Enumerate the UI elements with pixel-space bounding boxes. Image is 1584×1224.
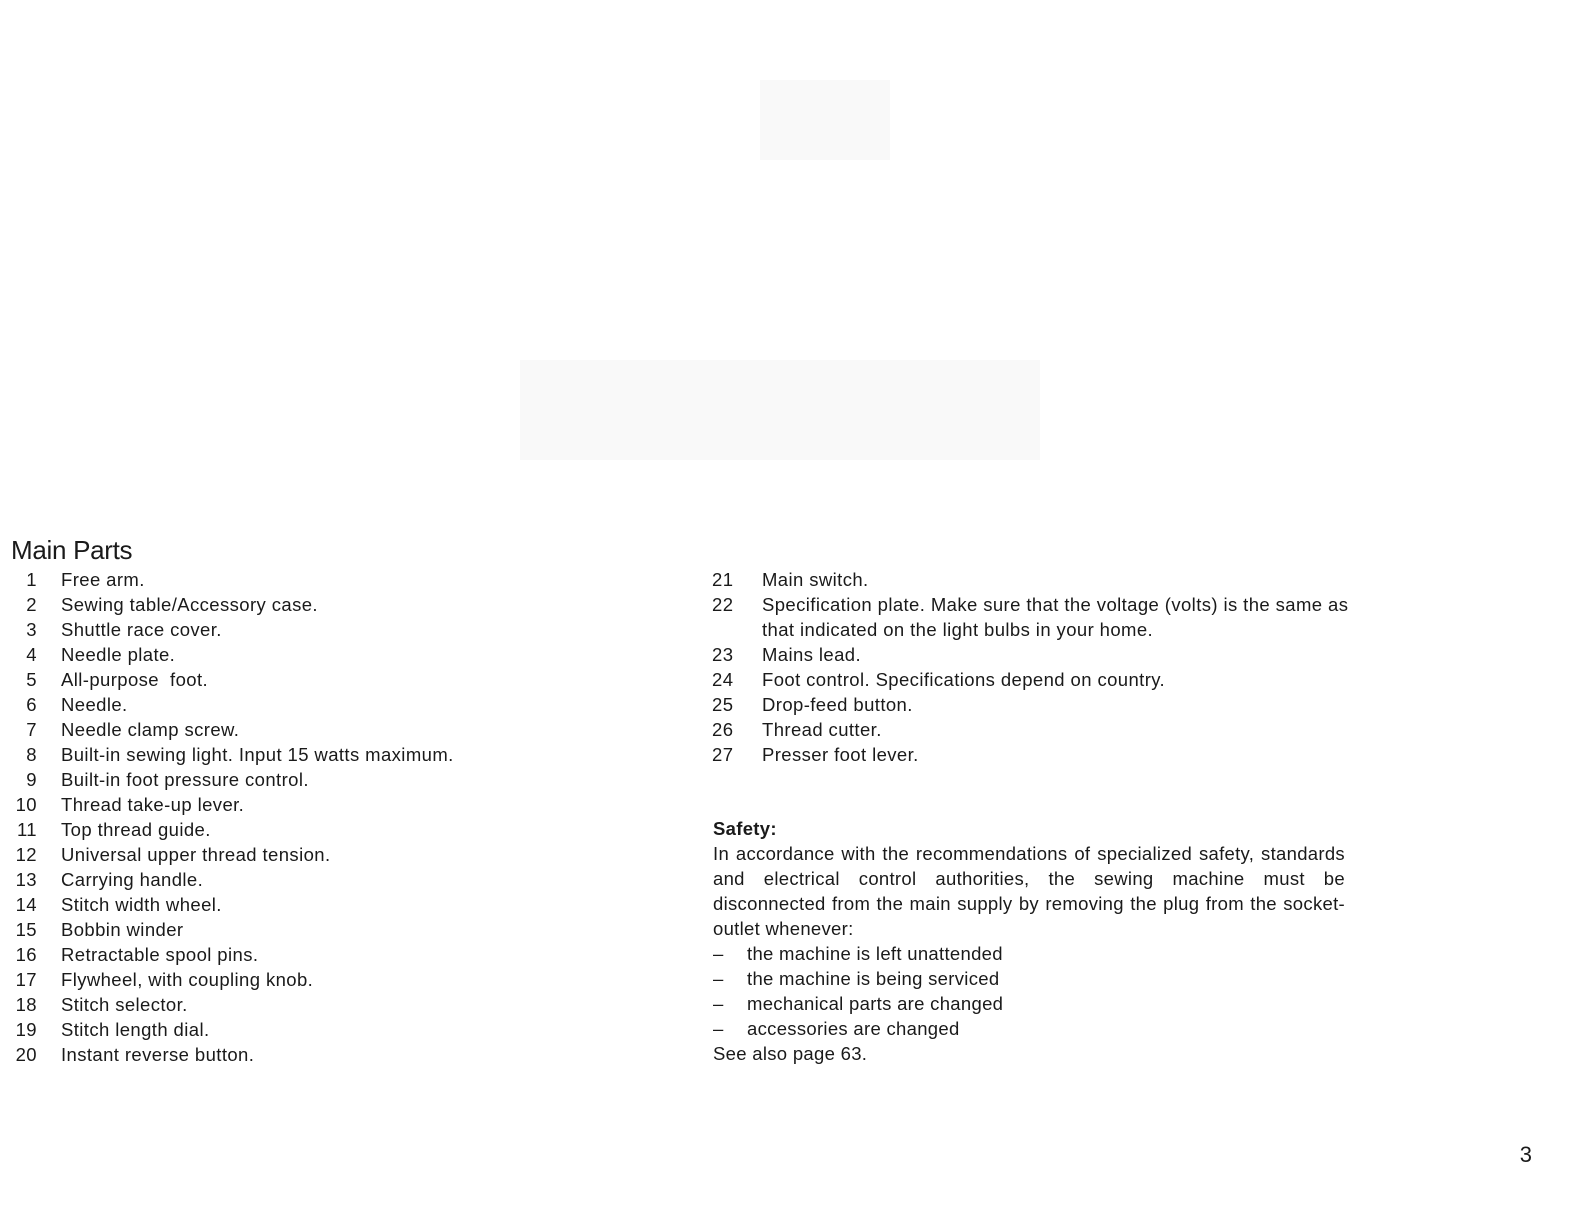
dash-marker: – [713,943,724,964]
list-item [11,592,571,617]
item-number: 5 [26,669,37,690]
list-item [11,792,571,817]
list-item [712,692,1362,717]
item-number: 1 [26,569,37,590]
item-text: Universal upper thread tension. [61,844,331,865]
item-number: 15 [15,919,37,940]
safety-paragraph: In accordance with the recommendations of specialized safety, standards and electrical control authorities, the sewing machine must be disconnected from the main supply by removing the plug from the socket-outlet whenever: [713,843,1345,939]
list-item [713,941,1345,966]
list-item [713,966,1345,991]
list-item [713,991,1345,1016]
list-item [11,892,571,917]
list-item [712,592,1362,642]
item-number: 23 [712,644,734,665]
list-item [11,667,571,692]
list-item [712,642,1362,667]
list-item [11,942,571,967]
safety-section [713,816,1345,1066]
item-text: Instant reverse button. [61,1044,255,1065]
dash-marker: – [713,1018,724,1039]
list-item [712,717,1362,742]
item-number: 6 [26,694,37,715]
list-item [11,642,571,667]
safety-conditions-list [713,941,1345,1041]
list-item [11,967,571,992]
item-text: Foot control. Specifications depend on country. [762,669,1166,690]
item-number: 2 [26,594,37,615]
item-number: 11 [16,819,37,840]
item-text: Flywheel, with coupling knob. [61,969,314,990]
item-number: 20 [15,1044,37,1065]
parts-list-left [11,567,571,1067]
item-number: 16 [15,944,37,965]
safety-heading: Safety: [713,818,777,839]
list-item [11,692,571,717]
item-text: Bobbin winder [61,919,184,940]
list-item [712,742,1362,767]
list-item [11,742,571,767]
condition-text: the machine is left unattended [747,943,1003,964]
item-number: 14 [15,894,37,915]
list-item [11,767,571,792]
item-text: Thread cutter. [762,719,882,740]
list-item [11,1042,571,1067]
item-text: Sewing table/Accessory case. [61,594,318,615]
parts-list-right [712,567,1362,767]
item-number: 21 [712,569,734,590]
see-also-reference: See also page 63. [713,1043,868,1064]
item-number: 12 [15,844,37,865]
item-number: 25 [712,694,734,715]
item-text: Built-in foot pressure control. [61,769,309,790]
item-text: Stitch selector. [61,994,188,1015]
item-number: 7 [26,719,37,740]
item-text: Carrying handle. [61,869,204,890]
list-item [712,667,1362,692]
item-number: 19 [15,1019,37,1040]
item-number: 9 [26,769,37,790]
dash-marker: – [713,968,724,989]
item-number: 10 [15,794,37,815]
list-item [11,867,571,892]
item-text: Main switch. [762,569,869,590]
item-text: Top thread guide. [61,819,211,840]
item-number: 17 [15,969,37,990]
list-item [11,992,571,1017]
show-through-artifact [760,80,890,160]
dash-marker: – [713,993,724,1014]
item-number: 22 [712,594,734,615]
item-number: 4 [26,644,37,665]
list-item [11,717,571,742]
list-item [11,817,571,842]
condition-text: the machine is being serviced [747,968,1000,989]
list-item [11,917,571,942]
item-text: Mains lead. [762,644,862,665]
item-text: Built-in sewing light. Input 15 watts maximum. [61,744,454,765]
item-text: Thread take-up lever. [61,794,245,815]
list-item [11,842,571,867]
item-number: 27 [712,744,734,765]
item-number: 24 [712,669,734,690]
list-item [713,1016,1345,1041]
condition-text: mechanical parts are changed [747,993,1004,1014]
condition-text: accessories are changed [747,1018,960,1039]
item-text: Needle plate. [61,644,176,665]
item-number: 26 [712,719,734,740]
item-text: Needle. [61,694,128,715]
show-through-artifact [520,360,1040,460]
item-text: Needle clamp screw. [61,719,240,740]
item-number: 18 [15,994,37,1015]
page-number: 3 [1519,1142,1532,1167]
item-text: All-purpose foot. [61,669,209,690]
list-item [712,567,1362,592]
item-text: Free arm. [61,569,145,590]
item-text: Shuttle race cover. [61,619,222,640]
page-title: Main Parts [11,535,133,565]
item-number: 8 [26,744,37,765]
item-text: Specification plate. Make sure that the voltage (volts) is the same as that indicated on the light bulbs in your home. [762,594,1349,640]
item-number: 13 [15,869,37,890]
list-item [11,567,571,592]
item-text: Stitch width wheel. [61,894,222,915]
item-text: Stitch length dial. [61,1019,210,1040]
item-text: Presser foot lever. [762,744,919,765]
item-number: 3 [26,619,37,640]
list-item [11,617,571,642]
item-text: Retractable spool pins. [61,944,259,965]
list-item [11,1017,571,1042]
item-text: Drop-feed button. [762,694,913,715]
